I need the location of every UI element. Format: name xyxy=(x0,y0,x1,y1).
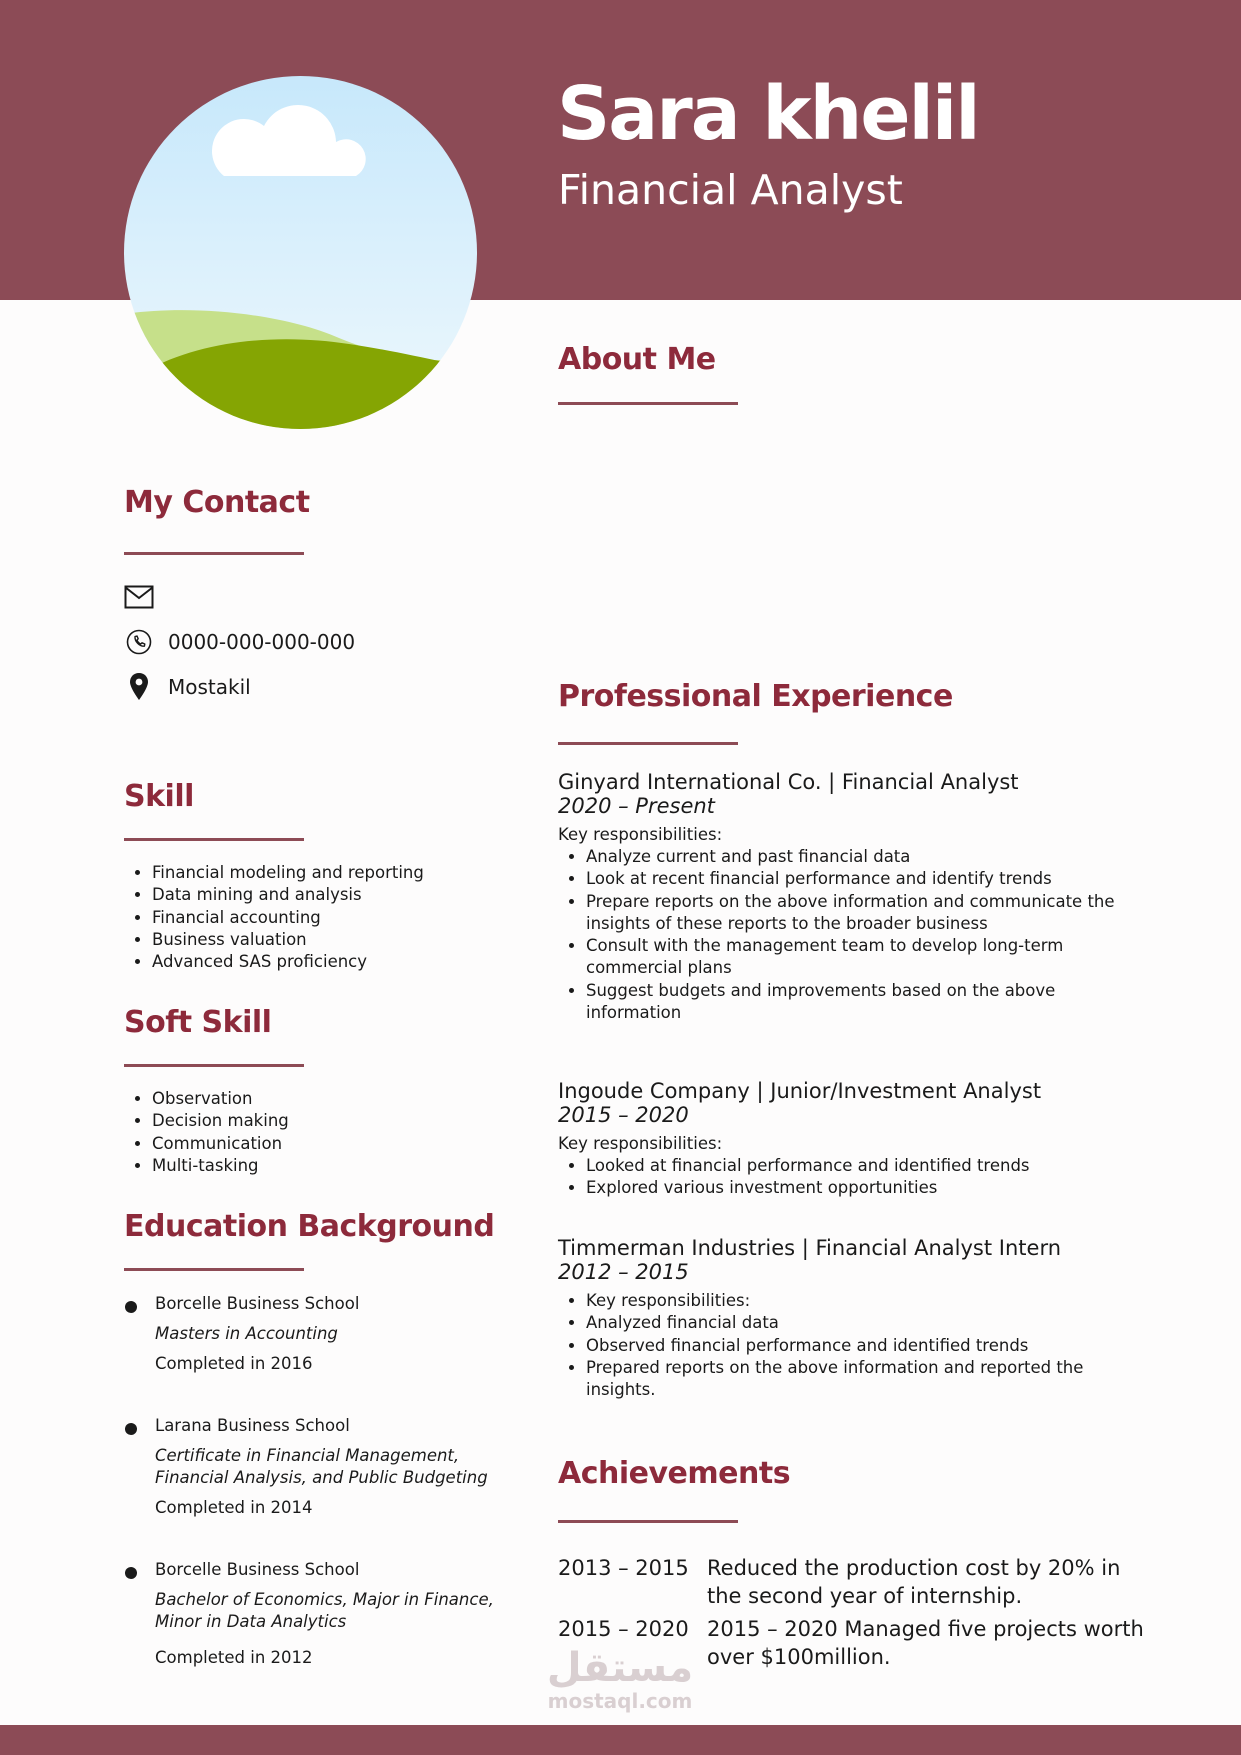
experience-heading: Professional Experience xyxy=(558,679,953,714)
bullet-dot xyxy=(125,1567,137,1579)
completed-year: Completed in 2016 xyxy=(155,1354,313,1373)
about-divider xyxy=(558,402,738,405)
skill-list xyxy=(124,862,552,973)
responsibility-list xyxy=(558,846,1138,1024)
degree: Masters in Accounting xyxy=(155,1324,338,1343)
job-title: Ginyard International Co. | Financial Analyst xyxy=(558,770,1019,794)
list-item: • Data mining and analysis xyxy=(152,884,552,906)
degree: Financial Analysis, and Public Budgeting xyxy=(155,1468,488,1487)
contact-email xyxy=(124,582,154,612)
watermark xyxy=(545,1646,695,1712)
watermark-latin: mostaql.com xyxy=(547,1689,693,1713)
bullet-dot xyxy=(125,1423,137,1435)
job-entry xyxy=(558,770,1138,1024)
contact-location xyxy=(124,672,251,702)
education-divider xyxy=(124,1268,304,1271)
job-title: Timmerman Industries | Financial Analyst Intern xyxy=(558,1236,1062,1260)
list-item: • Prepare reports on the above information and communicate the insights of these reports to the broader business xyxy=(586,891,1138,936)
key-responsibilities-label: Key responsibilities: xyxy=(558,825,723,844)
list-item: • Analyze current and past financial data xyxy=(586,846,1138,868)
completed-year: Completed in 2012 xyxy=(155,1648,313,1667)
job-dates: 2012 – 2015 xyxy=(558,1260,689,1284)
list-item: • Decision making xyxy=(152,1110,552,1132)
list-item: • Analyzed financial data xyxy=(586,1312,1138,1334)
achievements-heading: Achievements xyxy=(558,1456,791,1491)
soft-skill-heading: Soft Skill xyxy=(124,1005,272,1040)
degree: Minor in Data Analytics xyxy=(155,1612,347,1631)
bullet-dot xyxy=(125,1301,137,1313)
list-item: • Financial accounting xyxy=(152,907,552,929)
experience-divider xyxy=(558,742,738,745)
list-item: • Advanced SAS proficiency xyxy=(152,951,552,973)
job-title: Ingoude Company | Junior/Investment Analyst xyxy=(558,1079,1042,1103)
responsibility-list xyxy=(558,1290,1138,1401)
envelope-icon xyxy=(124,582,154,612)
list-item: • Key responsibilities: xyxy=(586,1290,1138,1312)
watermark-arabic: مستقل xyxy=(546,1645,694,1691)
skill-heading: Skill xyxy=(124,779,194,814)
list-item: • Communication xyxy=(152,1133,552,1155)
achievement-text: Reduced the production cost by 20% in the second year of internship. xyxy=(707,1556,1121,1608)
job-dates: 2015 – 2020 xyxy=(558,1103,689,1127)
list-item: • Observed financial performance and identified trends xyxy=(586,1335,1138,1357)
footer-band xyxy=(0,1725,1241,1755)
list-item: • Consult with the management team to develop long-term commercial plans xyxy=(586,935,1138,980)
school-name: Borcelle Business School xyxy=(155,1560,360,1579)
skill-divider xyxy=(124,838,304,841)
key-responsibilities-label: Key responsibilities: xyxy=(558,1134,723,1153)
candidate-title: Financial Analyst xyxy=(558,166,903,214)
school-name: Borcelle Business School xyxy=(155,1294,360,1313)
responsibility-list xyxy=(558,1155,1138,1200)
achievement-text: 2015 – 2020 Managed five projects worth over $100million. xyxy=(707,1617,1144,1669)
job-entry xyxy=(558,1079,1138,1200)
contact-phone xyxy=(124,627,355,657)
completed-year: Completed in 2014 xyxy=(155,1498,313,1517)
profile-photo xyxy=(124,76,477,429)
achievement-years: 2013 – 2015 xyxy=(558,1556,689,1580)
location-text: Mostakil xyxy=(168,675,251,699)
map-pin-icon xyxy=(124,672,154,702)
candidate-name: Sara khelil xyxy=(557,71,979,157)
phone-icon xyxy=(124,627,154,657)
list-item: • Observation xyxy=(152,1088,552,1110)
education-heading: Education Background xyxy=(124,1209,495,1244)
contact-heading: My Contact xyxy=(124,485,310,520)
soft-skill-list xyxy=(124,1088,552,1177)
list-item: • Suggest budgets and improvements based on the above information xyxy=(586,980,1138,1025)
about-heading: About Me xyxy=(558,342,716,377)
list-item: • Financial modeling and reporting xyxy=(152,862,552,884)
degree: Certificate in Financial Management, xyxy=(155,1446,460,1465)
degree: Bachelor of Economics, Major in Finance, xyxy=(155,1590,494,1609)
list-item: • Prepared reports on the above information and reported the insights. xyxy=(586,1357,1138,1402)
list-item: • Business valuation xyxy=(152,929,552,951)
job-dates: 2020 – Present xyxy=(558,794,715,818)
achievements-divider xyxy=(558,1520,738,1523)
school-name: Larana Business School xyxy=(155,1416,350,1435)
phone-number: 0000-000-000-000 xyxy=(168,630,356,654)
list-item: • Look at recent financial performance and identify trends xyxy=(586,868,1138,890)
achievement-years: 2015 – 2020 xyxy=(558,1617,689,1641)
achievement-item xyxy=(558,1554,1158,1610)
list-item: • Explored various investment opportunities xyxy=(586,1177,1138,1199)
job-entry xyxy=(558,1236,1138,1401)
list-item: • Multi-tasking xyxy=(152,1155,552,1177)
list-item: • Looked at financial performance and identified trends xyxy=(586,1155,1138,1177)
contact-divider xyxy=(124,552,304,555)
soft-skill-divider xyxy=(124,1064,304,1067)
